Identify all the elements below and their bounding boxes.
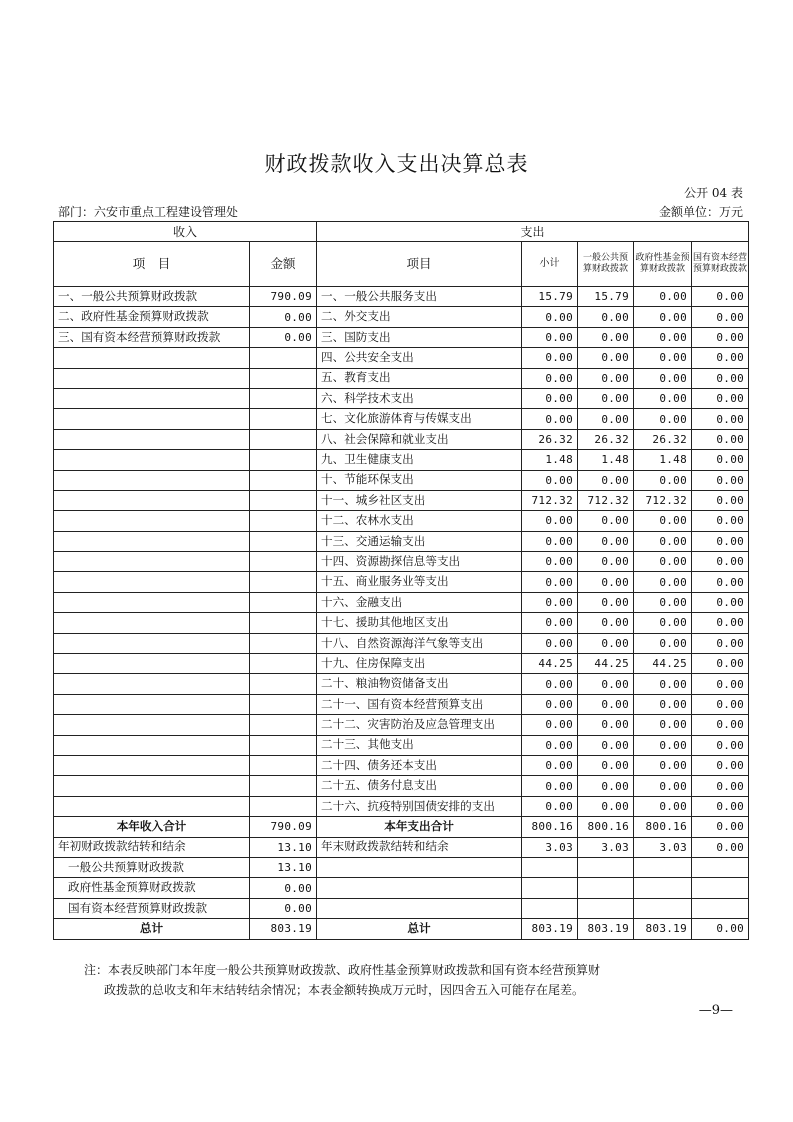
empty-cell: [634, 898, 692, 918]
general-budget-cell: 0.00: [578, 307, 634, 327]
income-amount-cell: 0.00: [250, 898, 317, 918]
subtotal-cell: 0.00: [522, 592, 578, 612]
general-budget-cell: 3.03: [578, 837, 634, 857]
general-budget-cell: 712.32: [578, 490, 634, 510]
general-budget-cell: 0.00: [578, 592, 634, 612]
state-capital-cell: 0.00: [692, 531, 749, 551]
expense-item-cell: 二十一、国有资本经营预算支出: [317, 694, 522, 714]
amount-unit-label: 金额单位：万元: [658, 205, 743, 219]
table-row: [54, 511, 749, 531]
fund-budget-cell: 0.00: [634, 307, 692, 327]
expense-item-cell: 一、一般公共服务支出: [317, 287, 522, 307]
income-amount-header: 金额: [250, 242, 317, 287]
general-budget-cell: 0.00: [578, 348, 634, 368]
general-budget-cell: 0.00: [578, 735, 634, 755]
fund-budget-cell: 44.25: [634, 654, 692, 674]
fund-budget-cell: 0.00: [634, 409, 692, 429]
empty-cell: [692, 878, 749, 898]
expense-item-cell: 二十四、债务还本支出: [317, 755, 522, 775]
general-budget-cell: 26.32: [578, 429, 634, 449]
income-item-cell: [54, 592, 250, 612]
income-amount-cell: [250, 715, 317, 735]
income-item-cell: [54, 450, 250, 470]
income-amount-cell: [250, 490, 317, 510]
general-budget-cell: 0.00: [578, 368, 634, 388]
expense-item-cell: 二十五、债务付息支出: [317, 776, 522, 796]
carryover-row: [54, 837, 749, 857]
subtotal-cell: 0.00: [522, 388, 578, 408]
income-item-cell: [54, 735, 250, 755]
income-amount-cell: 790.09: [250, 817, 317, 837]
income-amount-cell: [250, 654, 317, 674]
general-budget-cell: 0.00: [578, 776, 634, 796]
table-row: [54, 776, 749, 796]
carryover-detail-row: [54, 898, 749, 918]
income-amount-cell: [250, 531, 317, 551]
state-capital-cell: 0.00: [692, 552, 749, 572]
general-budget-cell: 0.00: [578, 552, 634, 572]
empty-cell: [317, 898, 522, 918]
income-item-cell: [54, 470, 250, 490]
subtotal-cell: 0.00: [522, 796, 578, 816]
expense-item-cell: 七、文化旅游体育与传媒支出: [317, 409, 522, 429]
fund-budget-cell: 3.03: [634, 837, 692, 857]
income-item-cell: [54, 633, 250, 653]
subtotal-cell: 0.00: [522, 572, 578, 592]
state-capital-cell: 0.00: [692, 755, 749, 775]
footnote: [84, 960, 724, 1000]
empty-cell: [578, 878, 634, 898]
expense-item-cell: 十八、自然资源海洋气象等支出: [317, 633, 522, 653]
state-capital-cell: 0.00: [692, 429, 749, 449]
fund-budget-cell: 0.00: [634, 776, 692, 796]
expense-item-cell: 十一、城乡社区支出: [317, 490, 522, 510]
general-budget-cell: 800.16: [578, 817, 634, 837]
income-item-cell: [54, 429, 250, 449]
expense-item-cell: 总计: [317, 919, 522, 939]
expense-item-cell: 二十三、其他支出: [317, 735, 522, 755]
subtotal-cell: 1.48: [522, 450, 578, 470]
grand-total-row: [54, 919, 749, 939]
subtotal-cell: 0.00: [522, 470, 578, 490]
table-row: [54, 368, 749, 388]
general-budget-cell: 0.00: [578, 531, 634, 551]
empty-cell: [634, 857, 692, 877]
state-capital-cell: 0.00: [692, 368, 749, 388]
general-budget-cell: 0.00: [578, 633, 634, 653]
state-capital-cell: 0.00: [692, 633, 749, 653]
table-row: [54, 796, 749, 816]
fund-budget-cell: 0.00: [634, 531, 692, 551]
fund-budget-header: 政府性基金预算财政拨款: [634, 242, 692, 287]
expense-item-cell: 十二、农林水支出: [317, 511, 522, 531]
subtotal-cell: 0.00: [522, 694, 578, 714]
state-capital-cell: 0.00: [692, 490, 749, 510]
income-item-cell: 一、一般公共预算财政拨款: [54, 287, 250, 307]
income-item-cell: [54, 490, 250, 510]
expense-item-cell: 五、教育支出: [317, 368, 522, 388]
fund-budget-cell: 0.00: [634, 613, 692, 633]
income-item-cell: [54, 552, 250, 572]
table-row: [54, 572, 749, 592]
state-capital-cell: 0.00: [692, 287, 749, 307]
income-amount-cell: [250, 552, 317, 572]
income-item-cell: [54, 531, 250, 551]
income-amount-cell: 0.00: [250, 327, 317, 347]
table-row: [54, 409, 749, 429]
income-amount-cell: [250, 735, 317, 755]
expense-item-cell: 十七、援助其他地区支出: [317, 613, 522, 633]
income-amount-cell: [250, 470, 317, 490]
page-number: —9—: [698, 1003, 733, 1018]
expense-item-cell: 十九、住房保障支出: [317, 654, 522, 674]
subtotal-header: 小计: [522, 242, 578, 287]
subtotal-cell: 800.16: [522, 817, 578, 837]
state-capital-cell: 0.00: [692, 409, 749, 429]
expense-item-cell: 年末财政拨款结转和结余: [317, 837, 522, 857]
subtotal-cell: 0.00: [522, 327, 578, 347]
subtotal-cell: 0.00: [522, 307, 578, 327]
subtotal-cell: 0.00: [522, 531, 578, 551]
subtotal-cell: 44.25: [522, 654, 578, 674]
fund-budget-cell: 0.00: [634, 368, 692, 388]
page-title: 财政拨款收入支出决算总表: [264, 152, 529, 176]
fund-budget-cell: 712.32: [634, 490, 692, 510]
expense-item-cell: 二、外交支出: [317, 307, 522, 327]
budget-summary-table: [53, 221, 749, 940]
fund-budget-cell: 0.00: [634, 287, 692, 307]
income-amount-cell: [250, 511, 317, 531]
table-row: [54, 429, 749, 449]
income-amount-cell: [250, 613, 317, 633]
general-budget-cell: 0.00: [578, 470, 634, 490]
income-item-cell: 一般公共预算财政拨款: [54, 857, 250, 877]
subtotal-cell: 0.00: [522, 409, 578, 429]
income-item-cell: [54, 348, 250, 368]
subtotal-cell: 26.32: [522, 429, 578, 449]
income-item-cell: 三、国有资本经营预算财政拨款: [54, 327, 250, 347]
expense-item-cell: 二十、粮油物资储备支出: [317, 674, 522, 694]
table-row: [54, 450, 749, 470]
income-item-cell: 政府性基金预算财政拨款: [54, 878, 250, 898]
income-item-header: 项 目: [54, 242, 250, 287]
subtotal-cell: 0.00: [522, 776, 578, 796]
income-item-cell: [54, 388, 250, 408]
fund-budget-cell: 0.00: [634, 735, 692, 755]
empty-cell: [578, 857, 634, 877]
expense-item-cell: 十、节能环保支出: [317, 470, 522, 490]
table-row: [54, 654, 749, 674]
header-row-columns: [54, 242, 749, 287]
subtotal-cell: 0.00: [522, 735, 578, 755]
state-capital-cell: 0.00: [692, 348, 749, 368]
state-capital-cell: 0.00: [692, 654, 749, 674]
income-amount-cell: [250, 572, 317, 592]
expense-item-header: 项目: [317, 242, 522, 287]
subtotal-cell: 0.00: [522, 755, 578, 775]
general-budget-cell: 0.00: [578, 613, 634, 633]
subtotal-cell: 0.00: [522, 552, 578, 572]
state-capital-cell: 0.00: [692, 776, 749, 796]
state-capital-header: 国有资本经营预算财政拨款: [692, 242, 749, 287]
income-amount-cell: [250, 755, 317, 775]
table-row: [54, 735, 749, 755]
state-capital-cell: 0.00: [692, 470, 749, 490]
table-row: [54, 552, 749, 572]
state-capital-cell: 0.00: [692, 817, 749, 837]
table-row: [54, 592, 749, 612]
state-capital-cell: 0.00: [692, 715, 749, 735]
income-amount-cell: [250, 429, 317, 449]
state-capital-cell: 0.00: [692, 450, 749, 470]
income-item-cell: [54, 694, 250, 714]
fund-budget-cell: 0.00: [634, 572, 692, 592]
income-amount-cell: [250, 633, 317, 653]
fund-budget-cell: 0.00: [634, 470, 692, 490]
expense-section-header: 支出: [317, 222, 749, 242]
subtotal-cell: 0.00: [522, 633, 578, 653]
income-amount-cell: [250, 674, 317, 694]
empty-cell: [522, 898, 578, 918]
state-capital-cell: 0.00: [692, 837, 749, 857]
expense-item-cell: 十四、资源勘探信息等支出: [317, 552, 522, 572]
state-capital-cell: 0.00: [692, 572, 749, 592]
income-amount-cell: [250, 694, 317, 714]
general-budget-cell: 44.25: [578, 654, 634, 674]
income-item-cell: [54, 654, 250, 674]
state-capital-cell: 0.00: [692, 735, 749, 755]
department-label: 部门：六安市重点工程建设管理处: [58, 205, 239, 219]
empty-cell: [692, 898, 749, 918]
table-row: [54, 327, 749, 347]
general-budget-cell: 0.00: [578, 796, 634, 816]
table-row: [54, 633, 749, 653]
income-amount-cell: [250, 592, 317, 612]
subtotal-cell: 0.00: [522, 511, 578, 531]
fund-budget-cell: 1.48: [634, 450, 692, 470]
table-row: [54, 613, 749, 633]
income-item-cell: [54, 511, 250, 531]
general-budget-cell: 0.00: [578, 572, 634, 592]
subtotal-cell: 0.00: [522, 715, 578, 735]
empty-cell: [522, 857, 578, 877]
expense-item-cell: 十六、金融支出: [317, 592, 522, 612]
general-budget-cell: 0.00: [578, 511, 634, 531]
state-capital-cell: 0.00: [692, 307, 749, 327]
subtotal-cell: 3.03: [522, 837, 578, 857]
income-item-cell: [54, 755, 250, 775]
fund-budget-cell: 0.00: [634, 755, 692, 775]
income-item-cell: 总计: [54, 919, 250, 939]
footnote-line-2: 政拨款的总收支和年末结转结余情况；本表金额转换成万元时，因四舍五入可能存在尾差。: [104, 983, 585, 997]
subtotal-cell: 803.19: [522, 919, 578, 939]
income-amount-cell: 0.00: [250, 307, 317, 327]
state-capital-cell: 0.00: [692, 796, 749, 816]
table-row: [54, 470, 749, 490]
income-amount-cell: [250, 348, 317, 368]
income-item-cell: [54, 613, 250, 633]
income-amount-cell: 790.09: [250, 287, 317, 307]
empty-cell: [578, 898, 634, 918]
income-amount-cell: [250, 450, 317, 470]
expense-item-cell: 三、国防支出: [317, 327, 522, 347]
expense-item-cell: 本年支出合计: [317, 817, 522, 837]
state-capital-cell: 0.00: [692, 388, 749, 408]
fund-budget-cell: 0.00: [634, 327, 692, 347]
fund-budget-cell: 0.00: [634, 674, 692, 694]
fund-budget-cell: 26.32: [634, 429, 692, 449]
state-capital-cell: 0.00: [692, 613, 749, 633]
general-budget-cell: 15.79: [578, 287, 634, 307]
fund-budget-cell: 0.00: [634, 552, 692, 572]
income-item-cell: 二、政府性基金预算财政拨款: [54, 307, 250, 327]
income-amount-cell: [250, 409, 317, 429]
footnote-line-1: 注：本表反映部门本年度一般公共预算财政拨款、政府性基金预算财政拨款和国有资本经营预算财: [84, 963, 601, 977]
state-capital-cell: 0.00: [692, 919, 749, 939]
general-budget-cell: 0.00: [578, 715, 634, 735]
header-row-sections: [54, 222, 749, 242]
expense-item-cell: 二十二、灾害防治及应急管理支出: [317, 715, 522, 735]
table-row: [54, 755, 749, 775]
income-item-cell: [54, 409, 250, 429]
income-item-cell: 国有资本经营预算财政拨款: [54, 898, 250, 918]
income-amount-cell: 0.00: [250, 878, 317, 898]
expense-item-cell: 八、社会保障和就业支出: [317, 429, 522, 449]
fund-budget-cell: 0.00: [634, 348, 692, 368]
fund-budget-cell: 0.00: [634, 796, 692, 816]
general-budget-cell: 0.00: [578, 755, 634, 775]
table-row: [54, 531, 749, 551]
general-budget-cell: 0.00: [578, 694, 634, 714]
fund-budget-cell: 0.00: [634, 511, 692, 531]
fund-budget-cell: 0.00: [634, 694, 692, 714]
fund-budget-cell: 0.00: [634, 715, 692, 735]
state-capital-cell: 0.00: [692, 674, 749, 694]
fund-budget-cell: 803.19: [634, 919, 692, 939]
general-budget-cell: 1.48: [578, 450, 634, 470]
table-row: [54, 307, 749, 327]
empty-cell: [317, 878, 522, 898]
table-row: [54, 388, 749, 408]
income-section-header: 收入: [54, 222, 317, 242]
carryover-detail-row: [54, 878, 749, 898]
empty-cell: [317, 857, 522, 877]
table-row: [54, 674, 749, 694]
state-capital-cell: 0.00: [692, 327, 749, 347]
expense-item-cell: 十三、交通运输支出: [317, 531, 522, 551]
year-total-row: [54, 817, 749, 837]
income-item-cell: 年初财政拨款结转和结余: [54, 837, 250, 857]
income-amount-cell: [250, 796, 317, 816]
fund-budget-cell: 0.00: [634, 633, 692, 653]
income-item-cell: [54, 776, 250, 796]
income-item-cell: [54, 572, 250, 592]
income-amount-cell: [250, 368, 317, 388]
subtotal-cell: 0.00: [522, 368, 578, 388]
general-budget-cell: 0.00: [578, 409, 634, 429]
general-budget-cell: 0.00: [578, 388, 634, 408]
subtotal-cell: 712.32: [522, 490, 578, 510]
income-item-cell: [54, 674, 250, 694]
general-budget-cell: 0.00: [578, 674, 634, 694]
subtotal-cell: 0.00: [522, 613, 578, 633]
income-amount-cell: 13.10: [250, 837, 317, 857]
fund-budget-cell: 800.16: [634, 817, 692, 837]
expense-item-cell: 九、卫生健康支出: [317, 450, 522, 470]
empty-cell: [692, 857, 749, 877]
income-item-cell: [54, 368, 250, 388]
income-item-cell: [54, 796, 250, 816]
state-capital-cell: 0.00: [692, 694, 749, 714]
expense-item-cell: 二十六、抗疫特别国债安排的支出: [317, 796, 522, 816]
table-row: [54, 490, 749, 510]
empty-cell: [634, 878, 692, 898]
expense-item-cell: 四、公共安全支出: [317, 348, 522, 368]
state-capital-cell: 0.00: [692, 511, 749, 531]
income-amount-cell: 13.10: [250, 857, 317, 877]
income-item-cell: 本年收入合计: [54, 817, 250, 837]
fund-budget-cell: 0.00: [634, 592, 692, 612]
expense-item-cell: 十五、商业服务业等支出: [317, 572, 522, 592]
general-budget-cell: 0.00: [578, 327, 634, 347]
income-amount-cell: 803.19: [250, 919, 317, 939]
subtotal-cell: 0.00: [522, 674, 578, 694]
income-amount-cell: [250, 388, 317, 408]
table-row: [54, 348, 749, 368]
table-row: [54, 694, 749, 714]
general-budget-header: 一般公共预算财政拨款: [578, 242, 634, 287]
fund-budget-cell: 0.00: [634, 388, 692, 408]
general-budget-cell: 803.19: [578, 919, 634, 939]
state-capital-cell: 0.00: [692, 592, 749, 612]
carryover-detail-row: [54, 857, 749, 877]
table-row: [54, 715, 749, 735]
income-amount-cell: [250, 776, 317, 796]
table-row: [54, 287, 749, 307]
expense-item-cell: 六、科学技术支出: [317, 388, 522, 408]
income-item-cell: [54, 715, 250, 735]
form-number: 公开 04 表: [684, 186, 743, 200]
subtotal-cell: 15.79: [522, 287, 578, 307]
subtotal-cell: 0.00: [522, 348, 578, 368]
empty-cell: [522, 878, 578, 898]
